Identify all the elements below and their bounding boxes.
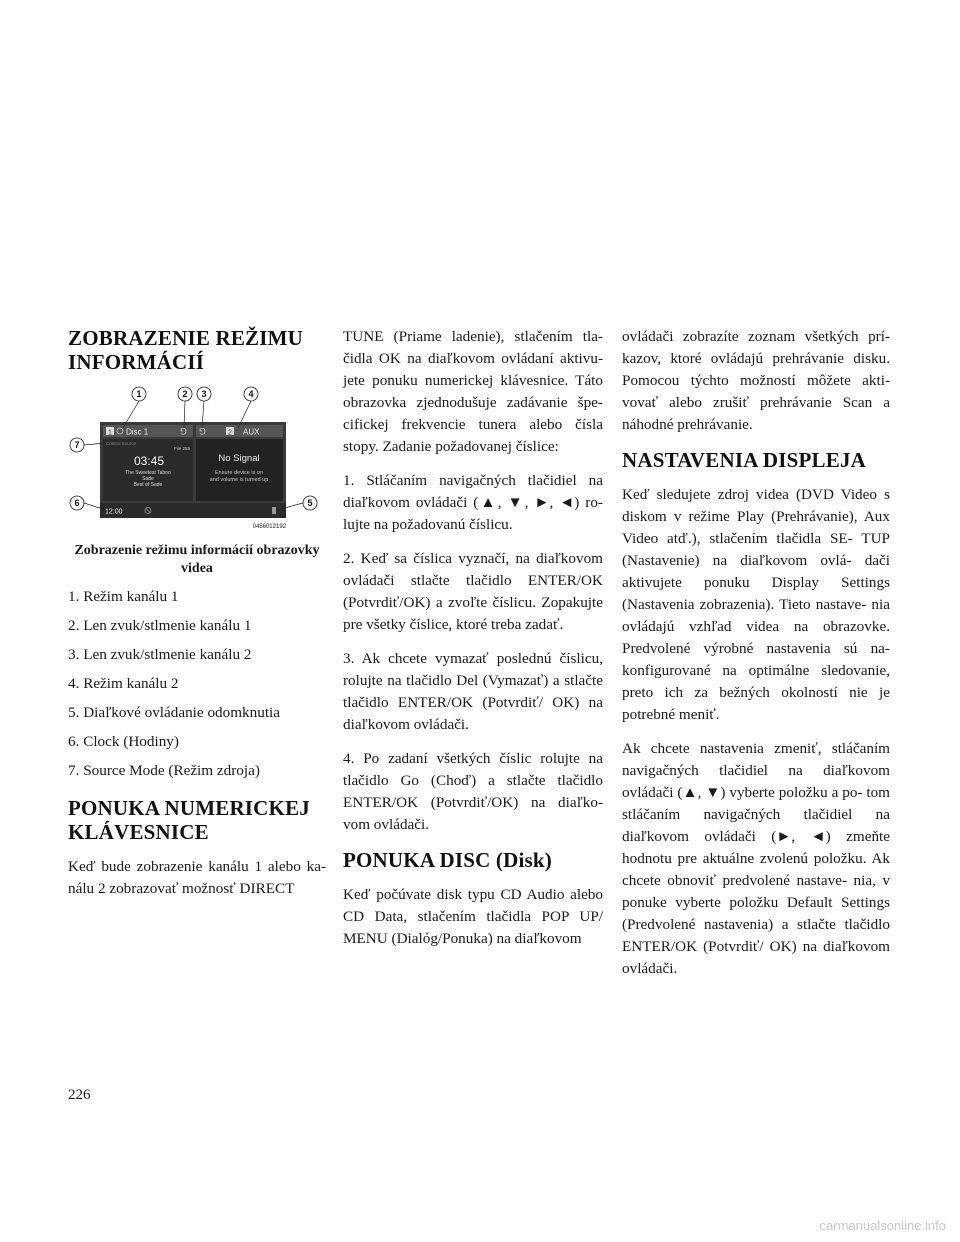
watermark: carmanualsonline.info	[819, 1218, 946, 1233]
body-paragraph: Keď sledujete zdroj videa (DVD Video s diskom v režime Play (Prehrávanie), Aux Video atď.), stlačením tlačidla SE- TUP (Nastavenie) na diaľkovom ovlá- dači aktivujete ponuku Display Settings (Nastavenia zobrazenia). Tieto nastave- nia ovládajú vzhľad videa na obrazovke. Predvolené výrobné nastavenia sú na- konfigurované na optimálne sledovanie, preto ich za bežných okolností nie je potrebné meniť.	[622, 486, 890, 723]
ch2-label: AUX	[243, 427, 260, 437]
callout-5: 5	[307, 498, 313, 508]
track-artist: Sade	[142, 476, 154, 482]
video-info-screen-figure	[68, 386, 326, 536]
track-album: Best of Sade	[133, 482, 163, 488]
ensure-line-2: and volume is turned up	[209, 477, 269, 483]
ch1-number: 1	[108, 429, 112, 437]
list-item: 4. Režim kanálu 2	[68, 675, 179, 692]
list-item: 1. Režim kanálu 1	[68, 588, 179, 605]
callout-3: 3	[201, 389, 207, 399]
figure-caption: Zobrazenie režimu informácií obrazovky videa	[74, 543, 320, 576]
status-bar	[100, 503, 286, 518]
body-paragraph: 2. Keď sa číslica vyznačí, na diaľkovom ovládači stlačte tlačidlo ENTER/OK (Potvrdiť/OK) a zvoľte číslicu. Zopakujte pre všetky číslice, ktoré treba zadať.	[343, 550, 603, 633]
callout-4: 4	[248, 389, 254, 399]
body-paragraph: ovládači zobrazíte zoznam všetkých prí- kazov, ktoré ovládajú prehrávanie disku. Pomocou týchto možností môžete akti- vovať alebo zrušiť prehrávanie Scan a náhodné prehrávanie.	[622, 328, 890, 433]
list-item: 6. Clock (Hodiny)	[68, 733, 179, 750]
clock-text: 12:00	[105, 508, 123, 516]
body-paragraph: 3. Ak chcete vymazať poslednú číslicu, rolujte na tlačidlo Del (Vymazať) a stlačte tlačidlo ENTER/OK (Potvrdiť/ OK) na diaľkovom ovládači.	[343, 650, 603, 733]
track-time: 03:45	[134, 454, 165, 468]
page-number: 226	[68, 1087, 91, 1103]
body-paragraph: TUNE (Priame ladenie), stlačením tla- čidla OK na diaľkovom ovládaní aktivu- jete ponuku numerickej klávesnice. Táto obrazovka zjednodušuje zadávanie špe- cifickej frekvencie tunera alebo čísla stopy. Zadanie požadovanej číslice:	[343, 328, 603, 455]
channel-2-bar	[196, 425, 283, 437]
figure-part-number: 0456012192	[252, 524, 286, 530]
callout-7: 7	[74, 440, 80, 450]
column-1	[68, 326, 326, 912]
file-number: File 255	[174, 446, 191, 451]
column-2	[343, 326, 603, 962]
list-item: 7. Source Mode (Režim zdroja)	[68, 762, 260, 779]
control-source-text: Control Source	[106, 441, 137, 446]
list-item: 2. Len zvuk/stlmenie kanálu 1	[68, 617, 252, 634]
mute-ch1-icon: ⅁	[180, 426, 187, 437]
body-paragraph: Keď počúvate disk typu CD Audio alebo CD Data, stlačením tlačidla POP UP/ MENU (Dialóg/Ponuka) na diaľkovom	[343, 886, 603, 947]
section-heading-disc-menu: PONUKA DISC (Disk)	[343, 848, 552, 872]
no-signal-text: No Signal	[218, 453, 260, 464]
callout-6: 6	[74, 498, 80, 508]
callout-legend-list	[68, 586, 326, 782]
ch2-number: 2	[228, 429, 232, 437]
remote-unlock-icon	[272, 507, 276, 514]
callout-1: 1	[136, 389, 142, 399]
section-heading-info-mode: ZOBRAZENIE REŽIMU INFORMÁCIÍ	[68, 326, 304, 374]
body-paragraph: 4. Po zadaní všetkých číslic rolujte na tlačidlo Go (Choď) a stlačte tlačidlo ENTER/OK (Potvrdiť/OK) na diaľko- vom ovládači.	[343, 750, 603, 833]
body-paragraph: 1. Stláčaním navigačných tlačidiel na diaľkovom ovládači (▲, ▼, ►, ◄) ro- lujte na požadovanú číslicu.	[343, 472, 603, 533]
body-paragraph: Keď bude zobrazenie kanálu 1 alebo ka- nálu 2 zobrazovať možnosť DIRECT	[68, 858, 326, 897]
ch1-label: Disc 1	[126, 427, 149, 437]
screen-illustration	[68, 386, 326, 536]
body-paragraph: Ak chcete nastavenia zmeniť, stláčaním navigačných tlačidiel na diaľkovom ovládači (▲, ▼) vyberte položku a po- tom stláčaním navigačných tlačidiel na diaľkovom ovládači (►, ◄) zmeňte hodnotu pre aktuálne zvolenú položku. Ak chcete obnoviť predvolené nastave- nia, v ponuke vyberte položku Default Settings (Predvolené nastavenia) a stlačte tlačidlo ENTER/OK (Potvrdiť/ OK) na diaľkovom ovládači.	[622, 740, 890, 977]
list-item: 3. Len zvuk/stlmenie kanálu 2	[68, 646, 252, 663]
mute-ch2-icon: ⅁	[199, 426, 206, 437]
column-3	[622, 326, 890, 992]
section-heading-numeric-keypad: PONUKA NUMERICKEJ KLÁVESNICE	[68, 796, 310, 844]
section-heading-display-settings: NASTAVENIA DISPLEJA	[622, 448, 867, 472]
ensure-line-1: Ensure device is on	[215, 470, 263, 476]
list-item: 5. Diaľkové ovládanie odomknutia	[68, 704, 280, 721]
callout-2: 2	[182, 389, 188, 399]
track-title: The Sweetest Taboo	[125, 470, 171, 476]
